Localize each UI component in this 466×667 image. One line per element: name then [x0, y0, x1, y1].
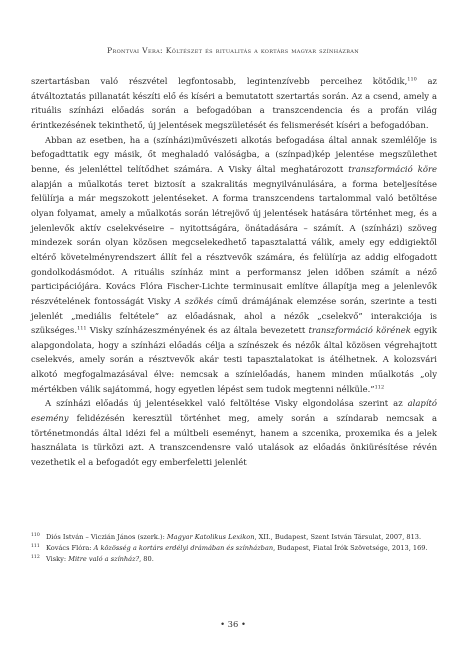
text-run: , 80.: [139, 555, 154, 564]
footnote-text: [46, 532, 437, 542]
footnotes: [31, 532, 437, 566]
footnote-text: [46, 543, 437, 553]
italic-title: transzformáció köre: [348, 163, 437, 174]
running-head: Prontvai Vera: Költészet és ritualitás a kortárs magyar színházban: [107, 46, 359, 55]
text-run: szertartásban való részvétel legfontosabb, legintenzívebb perceihez kötődik,: [31, 76, 408, 86]
italic-title: Magyar Katolikus Lexikon: [166, 533, 255, 541]
italic-title: A szökés: [174, 295, 214, 306]
paragraph: [31, 133, 437, 397]
text-run: című drámájának elemzése során, szerinte a testi jelenlét „mediális feltétele” az előadásnak, ahol a nézők „cselekvő” interakciója is szükséges.: [31, 295, 437, 336]
italic-title: alapító esemény: [31, 398, 437, 424]
text-run: felidézésén keresztül történhet meg, amely során a színdarab nemcsak a történetmondás által idézi fel a múltbeli eseményt, hanem a szcenika, proxemika és a jelek használata is türközi azt. A transzcendensre való utalások az előadás önkiürésítése révén vezethetik el a befogadót egy emberfeletti jelenlét: [31, 413, 437, 468]
text-run: alapján a műalkotás teret biztosít a szakralitás megnyilvánulására, a forma beteljesítése felülírja a már megszokott jelentéseket. A forma transzcendens tartalommal való betöltése olyan folyamat, amely a műalkotás során létrejövő új jelentések hatására történhet meg, és a jelenlevők aktív cselekvéseire – nyitottságára, önátadására – számít. A (színházi) szöveg mindezek során olyan közösen megcselekedhető tapasztalattá válik, amely egy eddigiektől eltérő követelményrendszert állít fel a résztvevők számára, és felülírja az addig elfogadott gondolkodásmódot. A rituális színház mint a performansz jelen időben számít a néző participációjára. Kovács Flóra Fischer-Lichte terminusait említve állapítja meg a jelenlevők részvételének fontosságát Visky: [31, 178, 437, 306]
footnote: [31, 543, 437, 553]
text-run: Visky színházeszményének és az általa bevezetett: [86, 325, 309, 336]
text-run: A színházi előadás új jelentésekkel való feltöltése Visky elgondolása szerint az: [45, 398, 408, 409]
footnote-number: 112: [31, 555, 40, 561]
text-run: Kovács Flóra:: [46, 544, 94, 553]
italic-title: Mitre való a színház?: [68, 555, 140, 564]
text-run: Visky:: [46, 555, 69, 564]
footnote: [31, 532, 437, 542]
footnote-number: 110: [31, 533, 40, 538]
footnote: [31, 554, 437, 564]
text-run: , XII., Budapest, Szent István Társulat, 2007, 813.: [254, 533, 422, 541]
italic-title: A közösség a kortárs erdélyi drámában és színházban: [93, 544, 274, 553]
body-text: [31, 74, 437, 470]
footnote-reference: 110: [407, 76, 417, 83]
text-run: Abban az esetben, ha a (színházi)művészeti alkotás befogadása által annak szemlélője is befogadttatik egy másik, őt meghaladó valóságba, a (színpad)kép jelentése megszülethet benne, és jelenléttel telítődhet számára. A Visky által meghatározott: [31, 134, 437, 174]
footnote-reference: 112: [374, 384, 385, 391]
footnote-number: 111: [31, 544, 40, 550]
text-run: egyik alapgondolata, hogy a színházi előadás célja a színészek és nézők által közösen végrehajtott cselekvés, amely során a résztvevők akár testi tapasztalatokat is átélhetnek. A kolozsvári alkotó megfogalmazásával élve: nemcsak a színielőadás, hanem minden műalkotás „oly mértékben válik sajátommá, hogy egyetlen lépést sem tudok megtenni nélküle.”: [31, 325, 437, 394]
footnote-reference: 111: [77, 325, 87, 332]
page-number: • 36 •: [220, 619, 246, 629]
text-run: , Budapest, Fiatal Írók Szövetsége, 2013, 169.: [273, 544, 428, 553]
text-run: az átváltoztatás pillanatát készíti elő és kíséri a bemutatott szertartás során. Az a csend, amely a rituális színházi előadás során a befogadóban a transzcendencia és a profán világ érintkezésének tekinthető, új jelentések megszületését és felismerését kíséri a befogadóban.: [31, 76, 437, 130]
text-run: Diós István – Viczián János (szerk.):: [46, 533, 167, 541]
footnote-text: [46, 554, 437, 564]
paragraph: [31, 396, 437, 469]
italic-title: transzformáció körének: [308, 325, 411, 336]
paragraph: [31, 74, 437, 133]
